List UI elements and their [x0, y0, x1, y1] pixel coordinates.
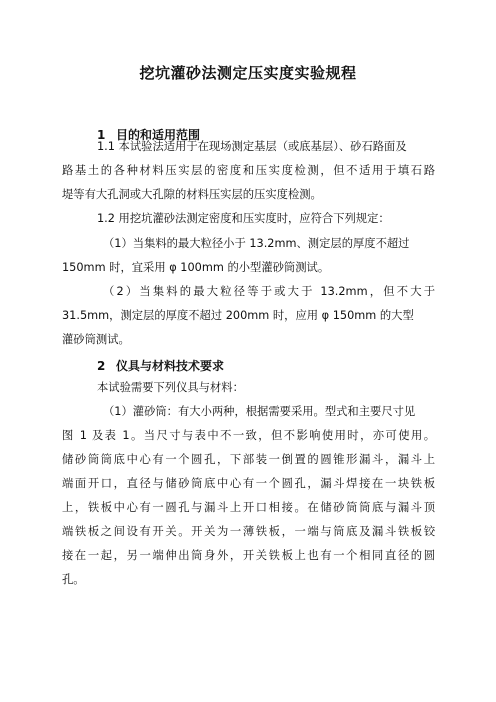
list-item-line: 端面开口，直径与储砂筒底中心有一个圆孔，漏斗焊接在一块铁板 [62, 477, 435, 490]
list-item-line: （1）灌砂筒：有大小两种，根据需要采用。型式和主要尺寸见 [103, 405, 416, 418]
list-item-line: 31.5mm，测定层的厚度不超过 200mm 时，应用 φ 150mm 的大型 [62, 309, 414, 322]
document-title: 挖坑灌砂法测定压实度实验规程 [139, 64, 357, 82]
list-item-line: 150mm 时，宜采用 φ 100mm 的小型灌砂筒测试。 [62, 261, 330, 274]
list-item-line: 图 1 及表 1。当尺寸与表中不一致，但不影响使用时，亦可使用。 [62, 429, 435, 442]
list-item-line: 灌砂筒测试。 [62, 333, 130, 346]
section-number: 1 [97, 128, 106, 142]
section-title: 仪具与材料技术要求 [116, 359, 225, 373]
paragraph-line: 1.1 本试验法适用于在现场测定基层（或底基层）、砂石路面及 [97, 140, 407, 153]
list-item-line: 储砂筒筒底中心有一个圆孔，下部装一倒置的圆锥形漏斗，漏斗上 [62, 453, 435, 466]
section-heading-2 [97, 357, 224, 374]
list-item-line: 上，铁板中心有一圆孔与漏斗上开口相接。在储砂筒筒底与漏斗顶 [62, 501, 435, 514]
section-number: 2 [97, 359, 106, 373]
paragraph-line: 本试验需要下列仪具与材料： [97, 381, 244, 394]
list-item-line: 端铁板之间设有开关。开关为一薄铁板，一端与筒底及漏斗铁板铰 [62, 525, 435, 538]
list-item-line: （1）当集料的最大粒径小于 13.2mm、测定层的厚度不超过 [103, 237, 410, 250]
paragraph-line: 1.2 用挖坑灌砂法测定密度和压实度时，应符合下列规定： [97, 212, 390, 225]
list-item-line: （2）当集料的最大粒径等于或大于 13.2mm，但不大于 [103, 285, 435, 298]
paragraph-line: 堤等有大孔洞或大孔隙的材料压实层的压实度检测。 [62, 188, 322, 201]
list-item-line: 接在一起，另一端伸出筒身外，开关铁板上也有一个相同直径的圆 [62, 549, 435, 562]
paragraph-line: 路基土的各种材料压实层的密度和压实度检测，但不适用于填石路 [62, 164, 435, 177]
section-title: 目的和适用范围 [116, 128, 201, 142]
list-item-line: 孔。 [62, 573, 85, 586]
